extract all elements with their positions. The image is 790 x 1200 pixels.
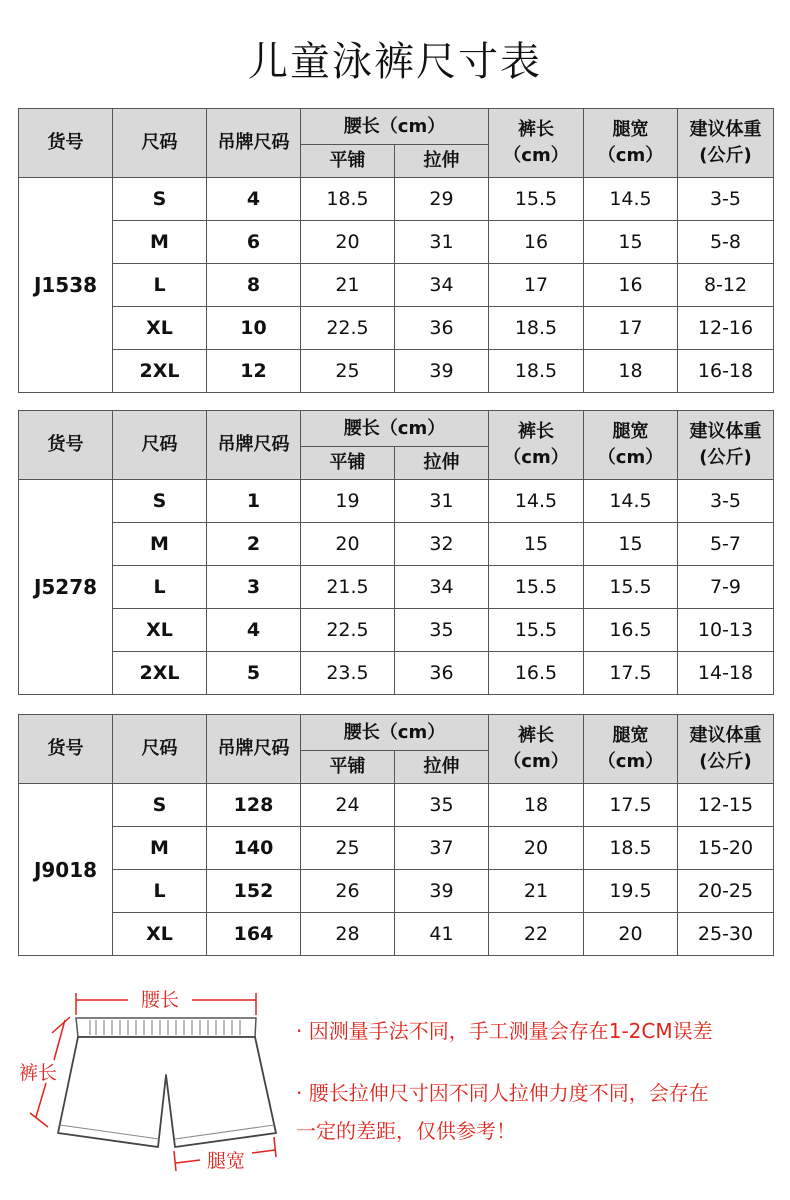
weight-cell: 5-7: [678, 523, 774, 566]
length-cell: 15.5: [489, 566, 584, 609]
size-cell: S: [113, 178, 207, 221]
thigh-cell: 15: [584, 523, 678, 566]
header-flat: 平铺: [301, 447, 395, 480]
thigh-cell: 16: [584, 264, 678, 307]
flat-cell: 22.5: [301, 609, 395, 652]
header-waist: 腰长（cm）: [301, 411, 489, 447]
header-stretch: 拉伸: [395, 447, 489, 480]
weight-cell: 20-25: [678, 870, 774, 913]
tag-cell: 128: [207, 784, 301, 827]
header-model: 货号: [19, 411, 113, 480]
table-row: [19, 350, 774, 393]
flat-cell: 19: [301, 480, 395, 523]
weight-cell: 7-9: [678, 566, 774, 609]
weight-cell: 14-18: [678, 652, 774, 695]
flat-cell: 20: [301, 523, 395, 566]
stretch-cell: 34: [395, 264, 489, 307]
thigh-cell: 14.5: [584, 178, 678, 221]
header-waist: 腰长（cm）: [301, 109, 489, 145]
length-cell: 15: [489, 523, 584, 566]
model-cell: J5278: [19, 480, 113, 695]
length-cell: 18: [489, 784, 584, 827]
length-cell: 21: [489, 870, 584, 913]
header-size: 尺码: [113, 715, 207, 784]
flat-cell: 20: [301, 221, 395, 264]
header-length: 裤长 （cm）: [489, 109, 584, 178]
weight-cell: 25-30: [678, 913, 774, 956]
page-title: 儿童泳裤尺寸表: [248, 39, 542, 85]
tag-cell: 164: [207, 913, 301, 956]
thigh-cell: 17.5: [584, 784, 678, 827]
tag-cell: 4: [207, 178, 301, 221]
thigh-cell: 17: [584, 307, 678, 350]
stretch-cell: 37: [395, 827, 489, 870]
tag-cell: 8: [207, 264, 301, 307]
flat-cell: 25: [301, 350, 395, 393]
header-stretch: 拉伸: [395, 751, 489, 784]
thigh-label: 腿宽: [206, 1150, 246, 1172]
stretch-cell: 39: [395, 350, 489, 393]
flat-cell: 21: [301, 264, 395, 307]
weight-cell: 12-16: [678, 307, 774, 350]
size-cell: M: [113, 523, 207, 566]
weight-cell: 10-13: [678, 609, 774, 652]
tag-cell: 140: [207, 827, 301, 870]
thigh-cell: 15.5: [584, 566, 678, 609]
table-header-row: [19, 715, 774, 751]
table-row: [19, 609, 774, 652]
flat-cell: 26: [301, 870, 395, 913]
header-flat: 平铺: [301, 751, 395, 784]
length-cell: 16: [489, 221, 584, 264]
table-row: [19, 480, 774, 523]
size-cell: XL: [113, 913, 207, 956]
size-cell: L: [113, 566, 207, 609]
thigh-cell: 16.5: [584, 609, 678, 652]
size-cell: S: [113, 784, 207, 827]
header-tag-size: 吊牌尺码: [207, 715, 301, 784]
table-header-row: [19, 109, 774, 145]
size-cell: 2XL: [113, 652, 207, 695]
weight-cell: 16-18: [678, 350, 774, 393]
stretch-cell: 41: [395, 913, 489, 956]
thigh-cell: 14.5: [584, 480, 678, 523]
size-table-2: [18, 410, 774, 695]
thigh-cell: 18: [584, 350, 678, 393]
flat-cell: 28: [301, 913, 395, 956]
thigh-cell: 17.5: [584, 652, 678, 695]
tag-cell: 152: [207, 870, 301, 913]
tag-cell: 5: [207, 652, 301, 695]
size-cell: L: [113, 264, 207, 307]
header-tag-size: 吊牌尺码: [207, 411, 301, 480]
note-item: · 因测量手法不同，手工测量会存在1-2CM误差: [296, 1019, 713, 1043]
flat-cell: 23.5: [301, 652, 395, 695]
header-thigh: 腿宽 （cm）: [584, 109, 678, 178]
table-row: [19, 523, 774, 566]
size-cell: S: [113, 480, 207, 523]
header-waist: 腰长（cm）: [301, 715, 489, 751]
length-cell: 15.5: [489, 178, 584, 221]
tag-cell: 6: [207, 221, 301, 264]
tag-cell: 12: [207, 350, 301, 393]
table-header-row: [19, 411, 774, 447]
note-item: · 腰长拉伸尺寸因不同人拉伸力度不同，会存在: [296, 1081, 709, 1105]
table-row: [19, 566, 774, 609]
length-cell: 18.5: [489, 350, 584, 393]
weight-cell: 3-5: [678, 480, 774, 523]
header-size: 尺码: [113, 411, 207, 480]
tag-cell: 10: [207, 307, 301, 350]
header-weight: 建议体重 (公斤): [678, 411, 774, 480]
header-weight: 建议体重 (公斤): [678, 109, 774, 178]
header-length: 裤长 （cm）: [489, 411, 584, 480]
header-weight: 建议体重 (公斤): [678, 715, 774, 784]
shorts-measurement-diagram: [0, 975, 300, 1185]
table-row: [19, 221, 774, 264]
tag-cell: 1: [207, 480, 301, 523]
thigh-cell: 15: [584, 221, 678, 264]
stretch-cell: 39: [395, 870, 489, 913]
stretch-cell: 36: [395, 652, 489, 695]
length-label: 裤长: [18, 1062, 58, 1084]
size-cell: M: [113, 827, 207, 870]
thigh-cell: 18.5: [584, 827, 678, 870]
table-row: [19, 264, 774, 307]
header-length: 裤长 （cm）: [489, 715, 584, 784]
model-cell: J1538: [19, 178, 113, 393]
size-table-3: [18, 714, 774, 956]
size-table-1: [18, 108, 774, 393]
waist-label: 腰长: [140, 989, 180, 1011]
size-cell: XL: [113, 307, 207, 350]
table-row: [19, 870, 774, 913]
stretch-cell: 29: [395, 178, 489, 221]
thigh-cell: 19.5: [584, 870, 678, 913]
flat-cell: 18.5: [301, 178, 395, 221]
weight-cell: 15-20: [678, 827, 774, 870]
length-cell: 22: [489, 913, 584, 956]
thigh-cell: 20: [584, 913, 678, 956]
length-cell: 17: [489, 264, 584, 307]
tag-cell: 2: [207, 523, 301, 566]
stretch-cell: 31: [395, 221, 489, 264]
stretch-cell: 35: [395, 784, 489, 827]
tag-cell: 4: [207, 609, 301, 652]
header-tag-size: 吊牌尺码: [207, 109, 301, 178]
stretch-cell: 34: [395, 566, 489, 609]
shorts-illustration: [58, 1018, 276, 1147]
header-thigh: 腿宽 （cm）: [584, 411, 678, 480]
flat-cell: 22.5: [301, 307, 395, 350]
header-stretch: 拉伸: [395, 145, 489, 178]
table-row: [19, 827, 774, 870]
measurement-notes: [296, 1012, 786, 1150]
stretch-cell: 35: [395, 609, 489, 652]
flat-cell: 21.5: [301, 566, 395, 609]
weight-cell: 8-12: [678, 264, 774, 307]
size-cell: 2XL: [113, 350, 207, 393]
header-model: 货号: [19, 715, 113, 784]
size-cell: XL: [113, 609, 207, 652]
table-row: [19, 307, 774, 350]
table-row: [19, 178, 774, 221]
weight-cell: 12-15: [678, 784, 774, 827]
note-item: 一定的差距，仅供参考！: [296, 1119, 516, 1143]
stretch-cell: 32: [395, 523, 489, 566]
length-cell: 14.5: [489, 480, 584, 523]
stretch-cell: 31: [395, 480, 489, 523]
table-row: [19, 913, 774, 956]
header-size: 尺码: [113, 109, 207, 178]
weight-cell: 5-8: [678, 221, 774, 264]
length-cell: 16.5: [489, 652, 584, 695]
length-cell: 20: [489, 827, 584, 870]
size-cell: M: [113, 221, 207, 264]
flat-cell: 25: [301, 827, 395, 870]
size-cell: L: [113, 870, 207, 913]
length-cell: 15.5: [489, 609, 584, 652]
weight-cell: 3-5: [678, 178, 774, 221]
stretch-cell: 36: [395, 307, 489, 350]
tag-cell: 3: [207, 566, 301, 609]
header-model: 货号: [19, 109, 113, 178]
length-cell: 18.5: [489, 307, 584, 350]
header-thigh: 腿宽 （cm）: [584, 715, 678, 784]
header-flat: 平铺: [301, 145, 395, 178]
flat-cell: 24: [301, 784, 395, 827]
table-row: [19, 784, 774, 827]
model-cell: J9018: [19, 784, 113, 956]
table-row: [19, 652, 774, 695]
